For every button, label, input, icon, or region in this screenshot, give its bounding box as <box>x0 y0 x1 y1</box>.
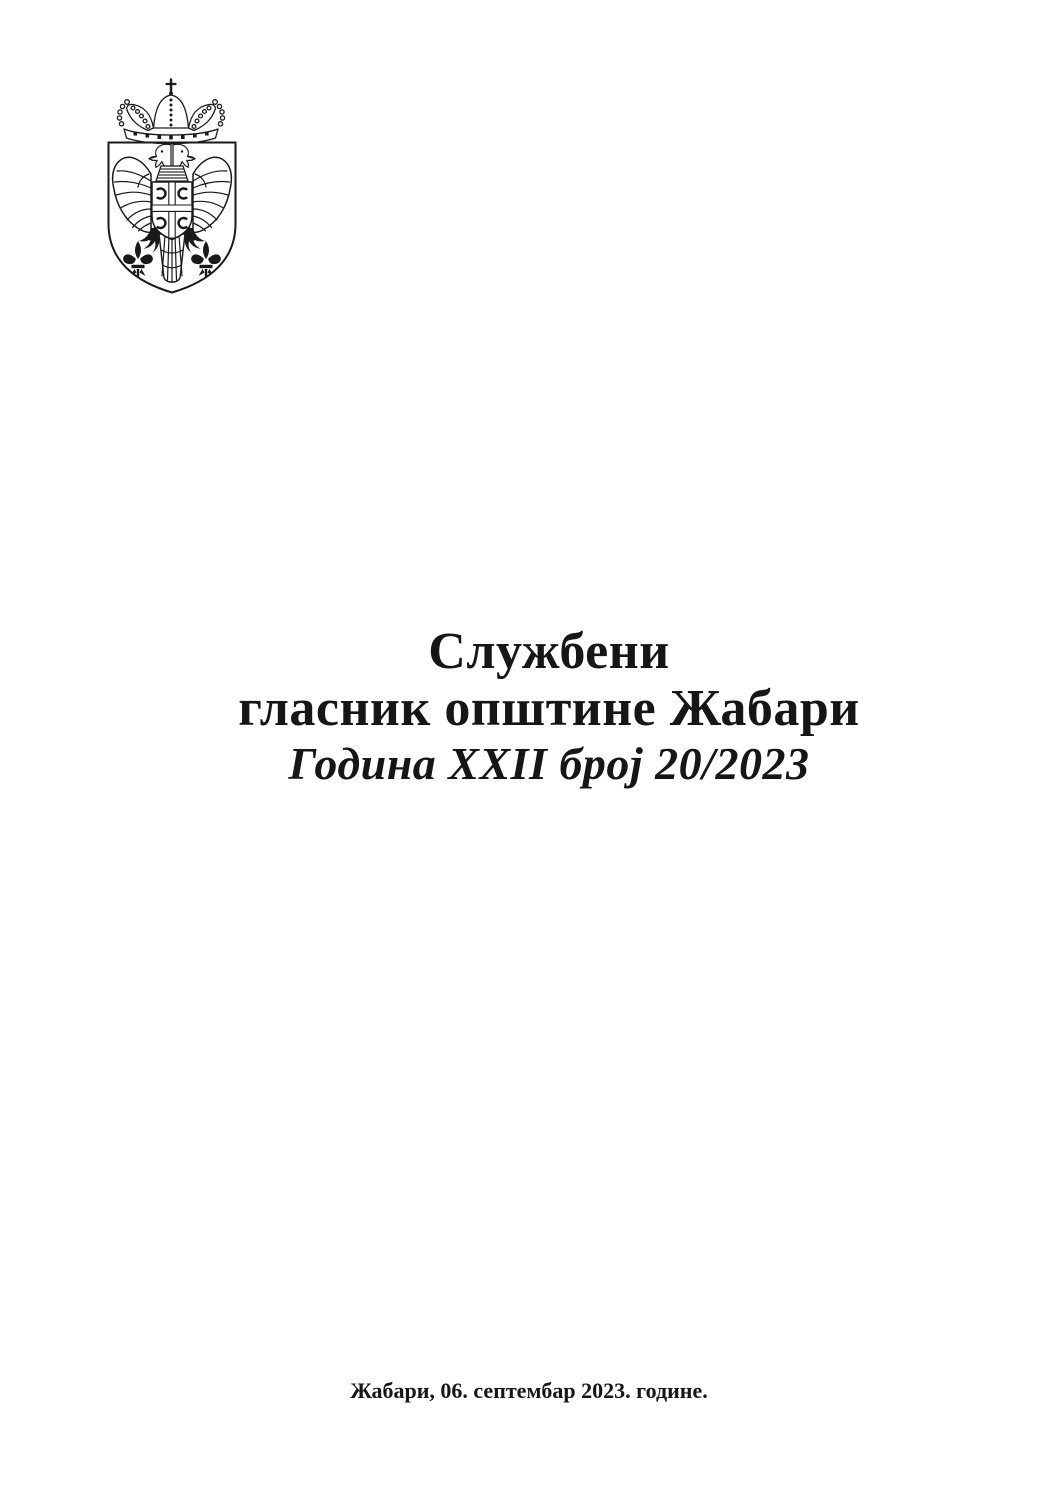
gazette-title-line-2: гласник општине Жабари <box>238 680 860 737</box>
gazette-title-block <box>40 623 1058 791</box>
crown <box>117 80 224 144</box>
serbian-cross-shield <box>152 182 192 240</box>
dateline-text: Жабари, 06. септембар 2023. године. <box>350 1378 708 1403</box>
gazette-issue-line: Година XXII број 20/2023 <box>288 738 810 789</box>
serbia-coat-of-arms-icon <box>105 78 239 296</box>
gazette-title-line-1: Службени <box>428 623 670 680</box>
double-headed-eagle <box>113 139 232 283</box>
eagle-tail <box>159 234 185 282</box>
serbia-coat-of-arms <box>105 78 239 296</box>
